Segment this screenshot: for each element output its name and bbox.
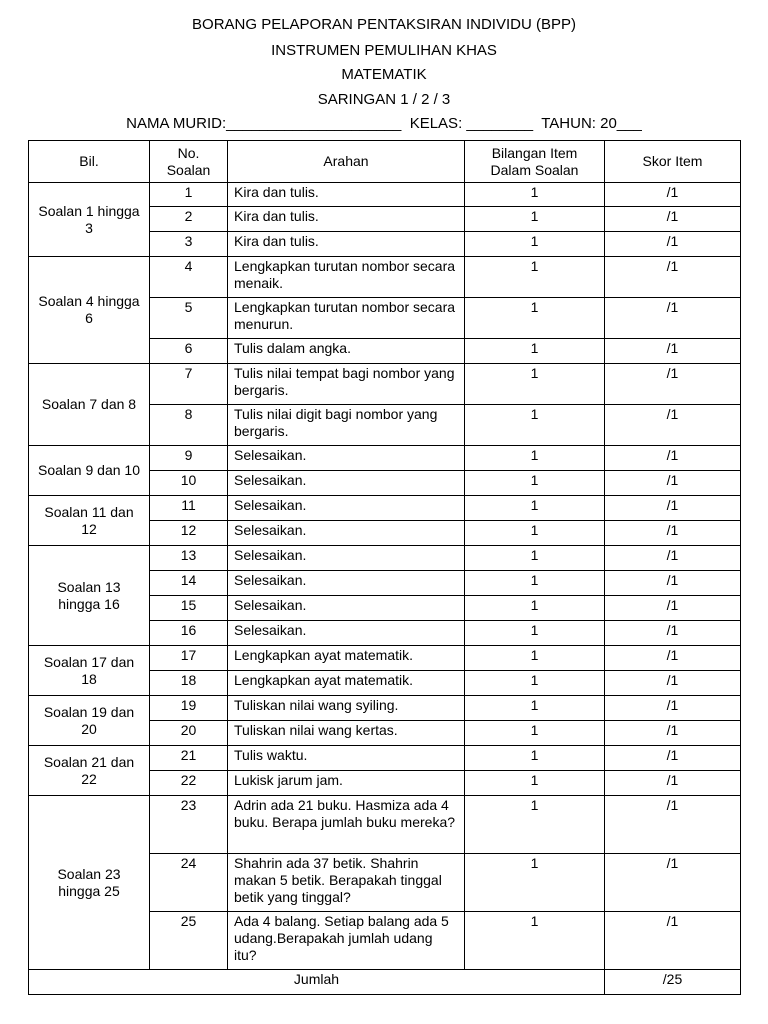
question-instruction: Selesaikan. [228,521,465,546]
question-group-label: Soalan 7 dan 8 [29,364,150,446]
table-row [29,796,741,854]
question-number: 15 [150,596,228,621]
item-count: 1 [465,596,605,621]
question-instruction: Tulis waktu. [228,746,465,771]
item-score[interactable]: /1 [605,696,741,721]
item-score[interactable]: /1 [605,571,741,596]
question-instruction: Selesaikan. [228,446,465,471]
question-instruction: Tuliskan nilai wang kertas. [228,721,465,746]
header-skor-item: Skor Item [605,141,741,183]
item-count: 1 [465,746,605,771]
question-number: 7 [150,364,228,405]
item-count: 1 [465,646,605,671]
item-score[interactable]: /1 [605,796,741,854]
question-number: 9 [150,446,228,471]
question-instruction: Tulis nilai digit bagi nombor yang bergaris. [228,405,465,446]
question-instruction: Adrin ada 21 buku. Hasmiza ada 4 buku. Berapa jumlah buku mereka? [228,796,465,854]
header-bilangan-line1: Bilangan Item [491,144,578,161]
item-count: 1 [465,339,605,364]
question-number: 4 [150,257,228,298]
header-no-line1: No. [177,144,200,161]
question-number: 12 [150,521,228,546]
item-count: 1 [465,232,605,257]
item-count: 1 [465,446,605,471]
item-count: 1 [465,721,605,746]
item-score[interactable]: /1 [605,207,741,232]
question-number: 18 [150,671,228,696]
question-number: 20 [150,721,228,746]
item-count: 1 [465,496,605,521]
question-number: 23 [150,796,228,854]
question-instruction: Ada 4 balang. Setiap balang ada 5 udang.Berapakah jumlah udang itu? [228,912,465,970]
item-score[interactable]: /1 [605,232,741,257]
item-count: 1 [465,521,605,546]
item-score[interactable]: /1 [605,496,741,521]
question-instruction: Lengkapkan turutan nombor secara menurun. [228,298,465,339]
question-instruction: Lukisk jarum jam. [228,771,465,796]
class-field[interactable]: KELAS: ________ [409,115,534,132]
item-score[interactable]: /1 [605,521,741,546]
question-instruction: Tulis nilai tempat bagi nombor yang bergaris. [228,364,465,405]
question-group-label: Soalan 9 dan 10 [29,446,150,496]
table-row [29,746,741,771]
item-count: 1 [465,183,605,207]
item-score[interactable]: /1 [605,771,741,796]
total-row [29,970,741,995]
table-row [29,646,741,671]
table-row [29,496,741,521]
question-instruction: Lengkapkan ayat matematik. [228,646,465,671]
question-group-label: Soalan 4 hingga 6 [29,257,150,364]
item-count: 1 [465,471,605,496]
subject-title: MATEMATIK [341,66,427,83]
item-count: 1 [465,571,605,596]
header-bil: Bil. [29,141,150,183]
question-number: 5 [150,298,228,339]
question-instruction: Tuliskan nilai wang syiling. [228,696,465,721]
question-group-label: Soalan 1 hingga 3 [29,183,150,257]
question-group-label: Soalan 19 dan 20 [29,696,150,746]
item-score[interactable]: /1 [605,546,741,571]
question-group-label: Soalan 11 dan 12 [29,496,150,546]
question-instruction: Kira dan tulis. [228,207,465,232]
item-score[interactable]: /1 [605,183,741,207]
item-score[interactable]: /1 [605,446,741,471]
question-number: 19 [150,696,228,721]
question-instruction: Selesaikan. [228,596,465,621]
question-group-label: Soalan 17 dan 18 [29,646,150,696]
table-body [29,183,741,970]
question-instruction: Selesaikan. [228,571,465,596]
question-number: 22 [150,771,228,796]
item-score[interactable]: /1 [605,912,741,970]
question-number: 25 [150,912,228,970]
item-count: 1 [465,405,605,446]
question-number: 2 [150,207,228,232]
question-instruction: Selesaikan. [228,496,465,521]
question-group-label: Soalan 23 hingga 25 [29,796,150,970]
question-instruction: Kira dan tulis. [228,183,465,207]
item-count: 1 [465,854,605,912]
question-number: 17 [150,646,228,671]
header-arahan: Arahan [228,141,465,183]
table-header-row [29,141,741,183]
item-count: 1 [465,546,605,571]
header-no-soalan [150,141,228,183]
header-bilangan-line2: Dalam Soalan [490,161,579,178]
item-count: 1 [465,696,605,721]
question-number: 14 [150,571,228,596]
year-field[interactable]: TAHUN: 20___ [541,115,642,132]
form-title: BORANG PELAPORAN PENTAKSIRAN INDIVIDU (BPP) [192,16,576,33]
question-number: 3 [150,232,228,257]
question-number: 21 [150,746,228,771]
item-count: 1 [465,364,605,405]
item-score[interactable]: /1 [605,746,741,771]
student-info-line [0,115,768,133]
assessment-table [28,140,741,995]
table-row [29,183,741,207]
header-bilangan-item [465,141,605,183]
item-score[interactable]: /1 [605,405,741,446]
question-number: 10 [150,471,228,496]
question-instruction: Selesaikan. [228,621,465,646]
item-count: 1 [465,621,605,646]
question-instruction: Selesaikan. [228,471,465,496]
item-score[interactable]: /1 [605,364,741,405]
item-score[interactable]: /1 [605,257,741,298]
item-score[interactable]: /1 [605,596,741,621]
item-count: 1 [465,796,605,854]
item-score[interactable]: /1 [605,298,741,339]
question-instruction: Kira dan tulis. [228,232,465,257]
question-number: 8 [150,405,228,446]
question-number: 11 [150,496,228,521]
item-score[interactable]: /1 [605,471,741,496]
item-score[interactable]: /1 [605,721,741,746]
question-group-label: Soalan 13 hingga 16 [29,546,150,646]
question-instruction: Lengkapkan turutan nombor secara menaik. [228,257,465,298]
item-score[interactable]: /1 [605,646,741,671]
header-no-line2: Soalan [166,161,211,178]
table-row [29,446,741,471]
total-label: Jumlah [29,970,605,995]
question-number: 16 [150,621,228,646]
item-score[interactable]: /1 [605,339,741,364]
item-score[interactable]: /1 [605,854,741,912]
question-instruction: Shahrin ada 37 betik. Shahrin makan 5 betik. Berapakah tinggal betik yang tinggal? [228,854,465,912]
total-score[interactable]: /25 [605,970,741,995]
question-number: 6 [150,339,228,364]
question-number: 24 [150,854,228,912]
screening-line: SARINGAN 1 / 2 / 3 [317,91,451,108]
table-row [29,546,741,571]
item-count: 1 [465,298,605,339]
student-name-field[interactable]: NAMA MURID:_____________________ [126,115,402,132]
question-group-label: Soalan 21 dan 22 [29,746,150,796]
question-number: 1 [150,183,228,207]
form-subtitle: INSTRUMEN PEMULIHAN KHAS [271,42,497,59]
item-count: 1 [465,671,605,696]
question-instruction: Tulis dalam angka. [228,339,465,364]
table-row [29,696,741,721]
question-instruction: Lengkapkan ayat matematik. [228,671,465,696]
item-count: 1 [465,207,605,232]
item-score[interactable]: /1 [605,671,741,696]
item-count: 1 [465,257,605,298]
table-row [29,364,741,405]
question-number: 13 [150,546,228,571]
item-score[interactable]: /1 [605,621,741,646]
item-count: 1 [465,912,605,970]
item-count: 1 [465,771,605,796]
table-row [29,257,741,298]
question-instruction: Selesaikan. [228,546,465,571]
